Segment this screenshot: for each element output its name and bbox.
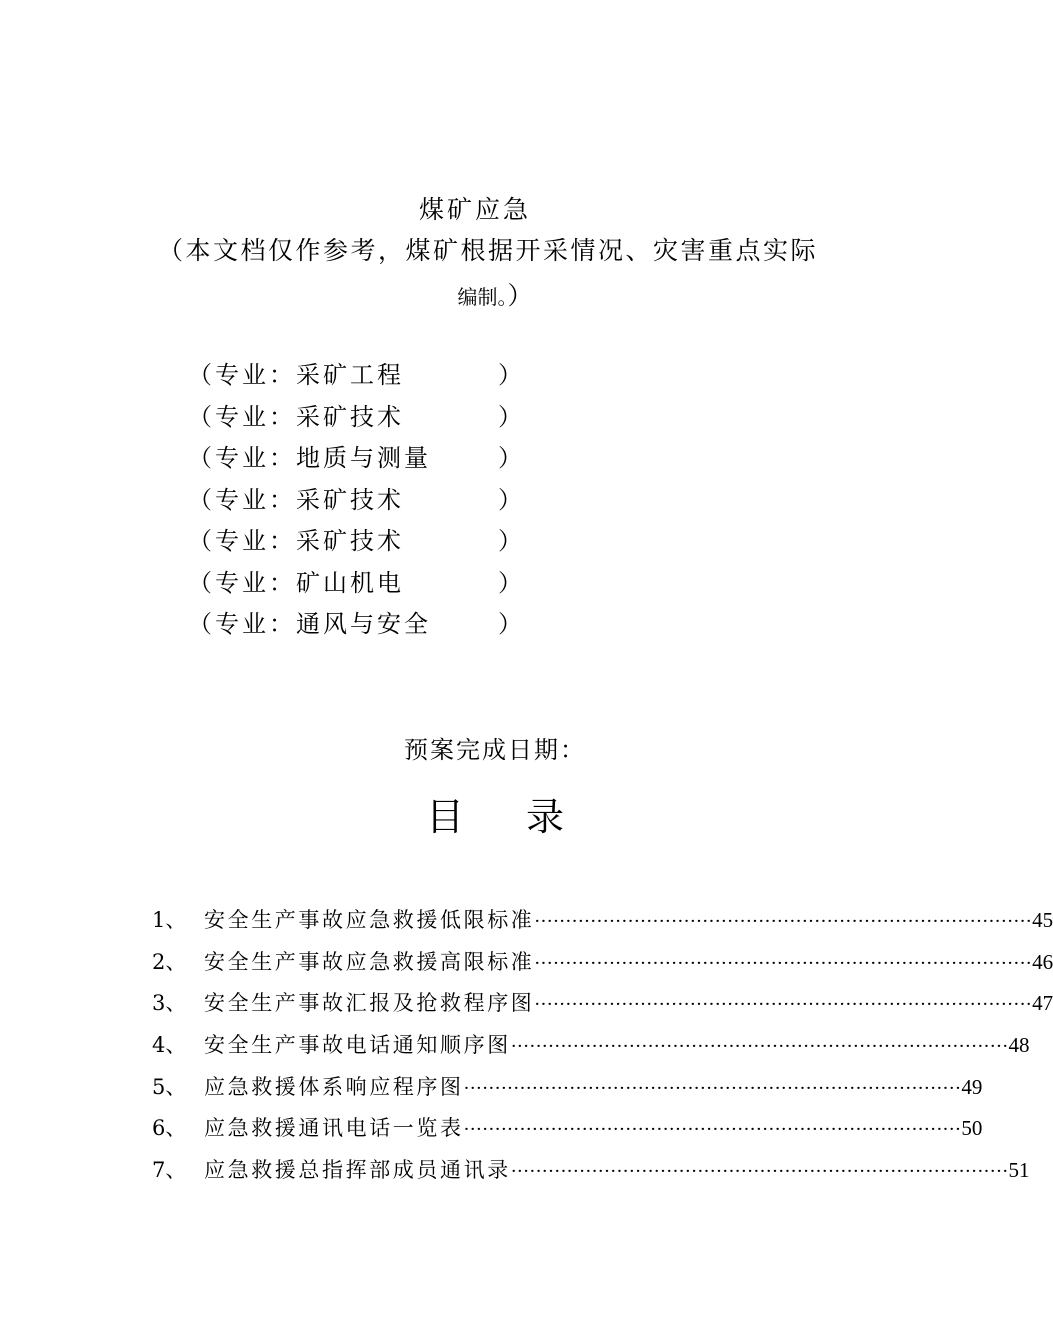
- major-open: （专业：: [188, 444, 296, 472]
- major-open: （专业：: [188, 402, 296, 431]
- toc-entry-number: 7、: [152, 1158, 187, 1183]
- document-title: 煤矿应急: [418, 195, 531, 224]
- toc-entry-page: 47: [1032, 991, 1053, 1016]
- toc-entry-title: 安全生产事故电话通知顺序图: [204, 1033, 511, 1058]
- major-close: ）: [498, 444, 525, 472]
- toc-title-char-2: 录: [526, 795, 565, 839]
- toc-entry-title: 安全生产事故汇报及抢救程序图: [204, 991, 535, 1016]
- toc-leader-dots: ················································································: [463, 1119, 962, 1141]
- major-field: 采矿工程: [296, 361, 404, 389]
- toc-title-char-1: 目: [425, 795, 464, 839]
- toc-leader-dots: ················································································: [510, 1161, 1009, 1183]
- toc-leader-dots: ················································································: [534, 911, 1033, 932]
- toc-entry-title: 应急救援体系响应程序图: [204, 1074, 464, 1099]
- toc-entry-title: 应急救援总指挥部成员通讯录: [204, 1158, 511, 1183]
- toc-entry-title: 应急救援通讯电话一览表: [204, 1116, 464, 1141]
- toc-entry-title: 安全生产事故应急救援高限标准: [204, 949, 535, 974]
- toc-leader-dots: ················································································: [534, 952, 1033, 974]
- toc-entry-page: 49: [961, 1074, 983, 1099]
- major-row: [188, 438, 528, 480]
- majors-list: [188, 355, 528, 646]
- toc-entry-page: 50: [961, 1116, 983, 1141]
- major-field: 矿山机电: [296, 568, 404, 597]
- major-open: （专业：: [188, 568, 296, 597]
- toc-entry-page: 48: [1008, 1033, 1030, 1058]
- major-row: [188, 604, 528, 646]
- subtitle-line-2: [0, 278, 990, 315]
- toc-entry-number: 1、: [152, 908, 187, 932]
- toc-entry-number: 6、: [152, 1116, 187, 1141]
- major-field: 采矿技术: [296, 402, 404, 431]
- subtitle-close-paren: ）: [507, 281, 533, 310]
- subtitle-line-1: （本文档仅作参考，煤矿根据开采情况、灾害重点实际: [158, 236, 819, 265]
- toc-entry[interactable]: [152, 983, 1053, 1025]
- toc-title: [0, 790, 990, 844]
- major-row: [188, 480, 528, 522]
- completion-date-label: 预案完成日期：: [404, 736, 586, 764]
- toc-entry-page: 51: [1008, 1158, 1030, 1183]
- major-close: ）: [498, 610, 525, 638]
- major-open: （专业：: [188, 610, 296, 638]
- toc-entry[interactable]: [152, 942, 1053, 984]
- major-open: （专业：: [188, 361, 296, 389]
- major-field: 地质与测量: [296, 444, 431, 472]
- toc-entry[interactable]: [152, 1025, 1030, 1067]
- toc-entry[interactable]: [152, 1150, 1030, 1192]
- major-close: ）: [498, 402, 525, 431]
- major-row: [188, 521, 528, 563]
- toc-entry-page: 45: [1032, 908, 1053, 932]
- toc-leader-dots: ················································································: [510, 1036, 1009, 1058]
- subtitle-line-2-text: 编制。: [457, 285, 508, 309]
- major-row: [188, 355, 528, 397]
- major-field: 采矿技术: [296, 485, 404, 514]
- major-row: [188, 563, 528, 605]
- major-field: 通风与安全: [296, 610, 431, 638]
- toc-entry-title: 安全生产事故应急救援低限标准: [204, 908, 535, 932]
- toc-entry-number: 2、: [152, 949, 187, 974]
- major-close: ）: [498, 527, 525, 555]
- toc-entry-number: 4、: [152, 1033, 187, 1058]
- major-close: ）: [498, 568, 525, 597]
- major-open: （专业：: [188, 527, 296, 555]
- major-row: [188, 397, 528, 439]
- table-of-contents: [152, 900, 1053, 1192]
- toc-entry-number: 5、: [152, 1074, 187, 1099]
- toc-entry[interactable]: [152, 1108, 983, 1150]
- toc-entry[interactable]: [152, 900, 1053, 942]
- major-close: ）: [498, 361, 525, 389]
- toc-entry-page: 46: [1032, 949, 1053, 974]
- major-open: （专业：: [188, 485, 296, 514]
- toc-entry[interactable]: [152, 1067, 983, 1109]
- major-field: 采矿技术: [296, 527, 404, 555]
- toc-entry-number: 3、: [152, 991, 187, 1016]
- major-close: ）: [498, 485, 525, 514]
- toc-leader-dots: ················································································: [463, 1077, 962, 1099]
- toc-leader-dots: ················································································: [534, 994, 1033, 1016]
